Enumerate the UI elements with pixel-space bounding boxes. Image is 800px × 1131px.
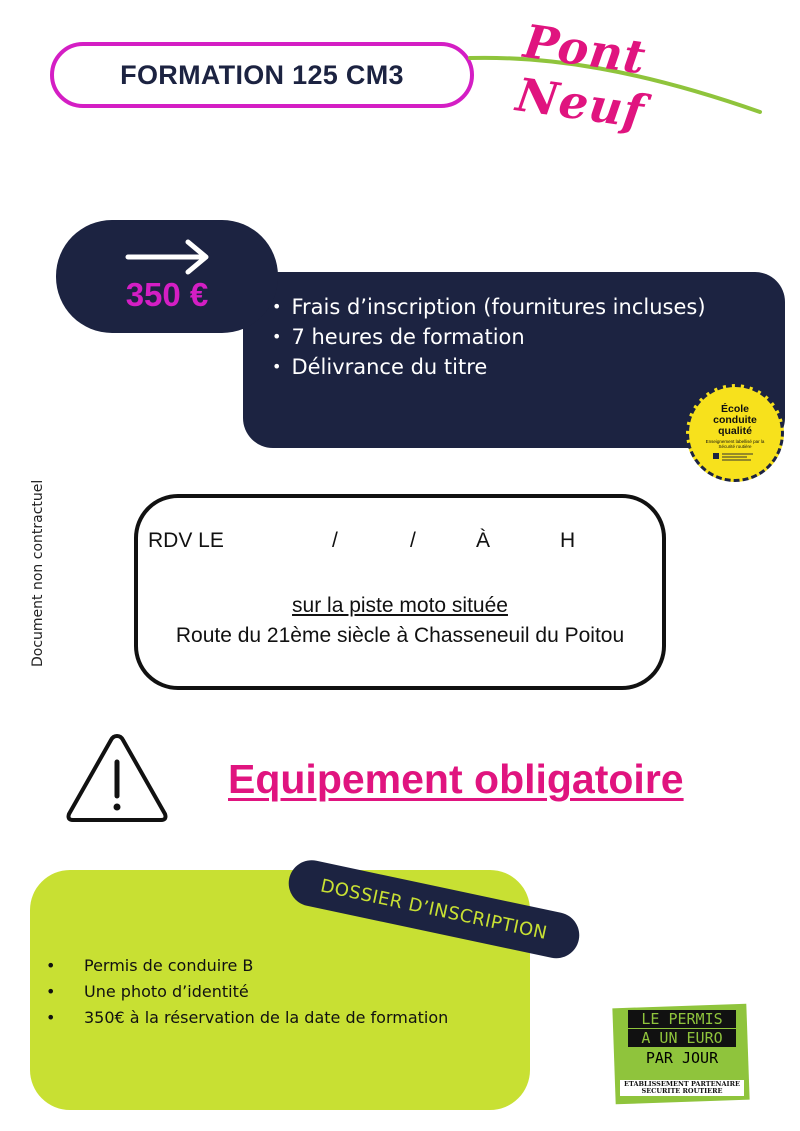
dossier-item: • 350€ à la réservation de la date de formation xyxy=(44,1005,448,1031)
permis-logo-line: LE PERMIS xyxy=(628,1010,736,1028)
rdv-hour-label: H xyxy=(560,529,576,552)
badge-emblem-icon xyxy=(713,452,757,462)
dossier-item: • Une photo d’identité xyxy=(44,979,448,1005)
page-title-text: FORMATION 125 CM3 xyxy=(120,59,404,90)
quality-badge xyxy=(686,384,784,482)
page-title xyxy=(50,42,474,108)
dossier-item: • Permis de conduire B xyxy=(44,953,448,979)
equipment-heading: Equipement obligatoire xyxy=(228,756,684,802)
rdv-location-address: Route du 21ème siècle à Chasseneuil du Poitou xyxy=(175,624,625,647)
rdv-label: RDV LE xyxy=(148,529,224,552)
permis-logo-footer: ETABLISSEMENT PARTENAIRE SECURITE ROUTIERE xyxy=(620,1080,744,1096)
rdv-time-separator: À xyxy=(476,529,491,552)
badge-title: École conduite qualité xyxy=(713,403,757,437)
features-list xyxy=(272,292,706,382)
brand-logo-text: Pont Neuf xyxy=(512,14,650,139)
price-value: 350 € xyxy=(125,276,209,313)
permis-un-euro-logo xyxy=(614,1006,748,1102)
permis-logo-line: PAR JOUR xyxy=(628,1049,736,1067)
feature-item: • Délivrance du titre xyxy=(272,352,706,382)
disclaimer-text: Document non contractuel xyxy=(30,479,46,667)
rdv-date-slash: / xyxy=(332,529,338,552)
rdv-box xyxy=(134,494,666,690)
feature-item: • 7 heures de formation xyxy=(272,322,706,352)
permis-logo-line: A UN EURO xyxy=(628,1029,736,1047)
rdv-date-slash: / xyxy=(410,529,416,552)
dossier-list xyxy=(44,953,448,1031)
warning-icon xyxy=(64,730,170,826)
arrow-right-icon xyxy=(124,238,214,276)
badge-subtitle: Enseignement labellisé par la Sécurité routière xyxy=(705,439,765,449)
rdv-location-heading: sur la piste moto située xyxy=(292,594,508,617)
dossier-heading-text: DOSSIER D’INSCRIPTION xyxy=(318,874,550,944)
feature-item: • Frais d’inscription (fournitures incluses) xyxy=(272,292,706,322)
